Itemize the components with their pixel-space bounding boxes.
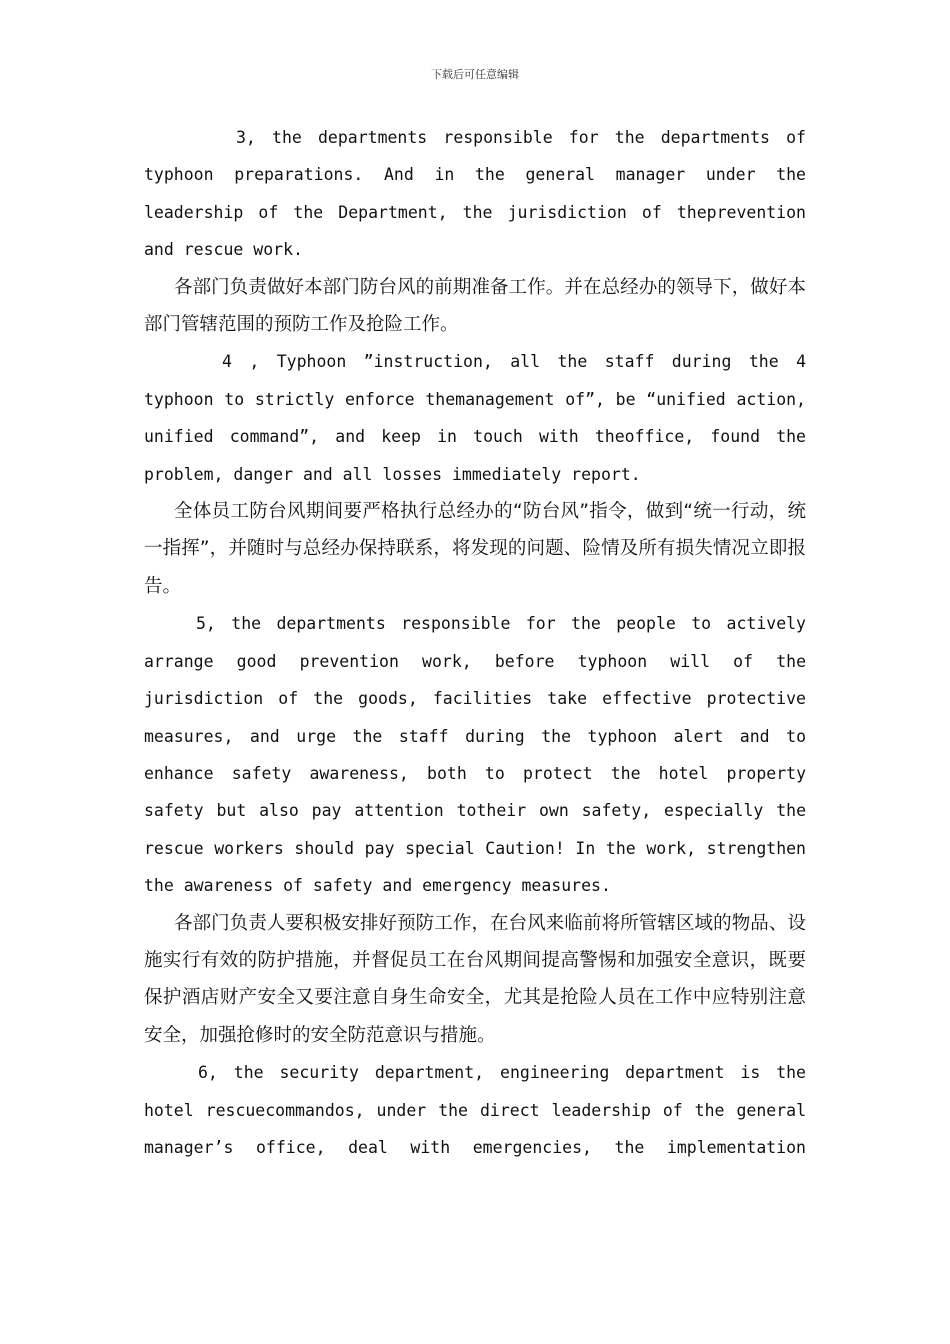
paragraph-4-chinese: 全体员工防台风期间要严格执行总经办的“防台风”指令，做到“统一行动，统一指挥”，并随时与总经办保持联系，将发现的问题、险情及所有损失情况立即报告。 — [144, 501, 806, 597]
page-header-note: 下载后可任意编辑 — [431, 68, 519, 81]
document-body — [144, 119, 806, 1166]
paragraph-4-english: 4 , Typhoon ”instruction, all the staff during the 4 typhoon to strictly enforce themanagement of”, be “unified action, unified command”, and keep in touch with theoffice, found the problem, danger and all losses immediately report. — [144, 352, 806, 484]
paragraph-5-chinese: 各部门负责人要积极安排好预防工作，在台风来临前将所管辖区域的物品、设施实行有效的防护措施，并督促员工在台风期间提高警惕和加强安全意识，既要保护酒店财产安全又要注意自身生命安全，尤其是抢险人员在工作中应特别注意安全，加强抢修时的安全防范意识与措施。 — [144, 912, 806, 1046]
paragraph-3-english: 3, the departments responsible for the departments of typhoon preparations. And in the general manager under the leadership of the Department, the jurisdiction of theprevention and rescue work. — [144, 128, 806, 260]
paragraph-3-chinese: 各部门负责做好本部门防台风的前期准备工作。并在总经办的领导下，做好本部门管辖范围的预防工作及抢险工作。 — [144, 276, 806, 336]
paragraph-6-english: 6, the security department, engineering department is the hotel rescuecommandos, under the direct leadership of the general manager’s office, deal with emergencies, the implementation — [144, 1063, 806, 1157]
paragraph-5-english: 5, the departments responsible for the people to actively arrange good prevention work, before typhoon will of the jurisdiction of the goods, facilities take effective protective measures, and urge the staff during the typhoon alert and to enhance safety awareness, both to protect the hotel property safety but also pay attention totheir own safety, especially the rescue workers should pay special Caution! In the work, strengthen the awareness of safety and emergency measures. — [144, 614, 806, 896]
